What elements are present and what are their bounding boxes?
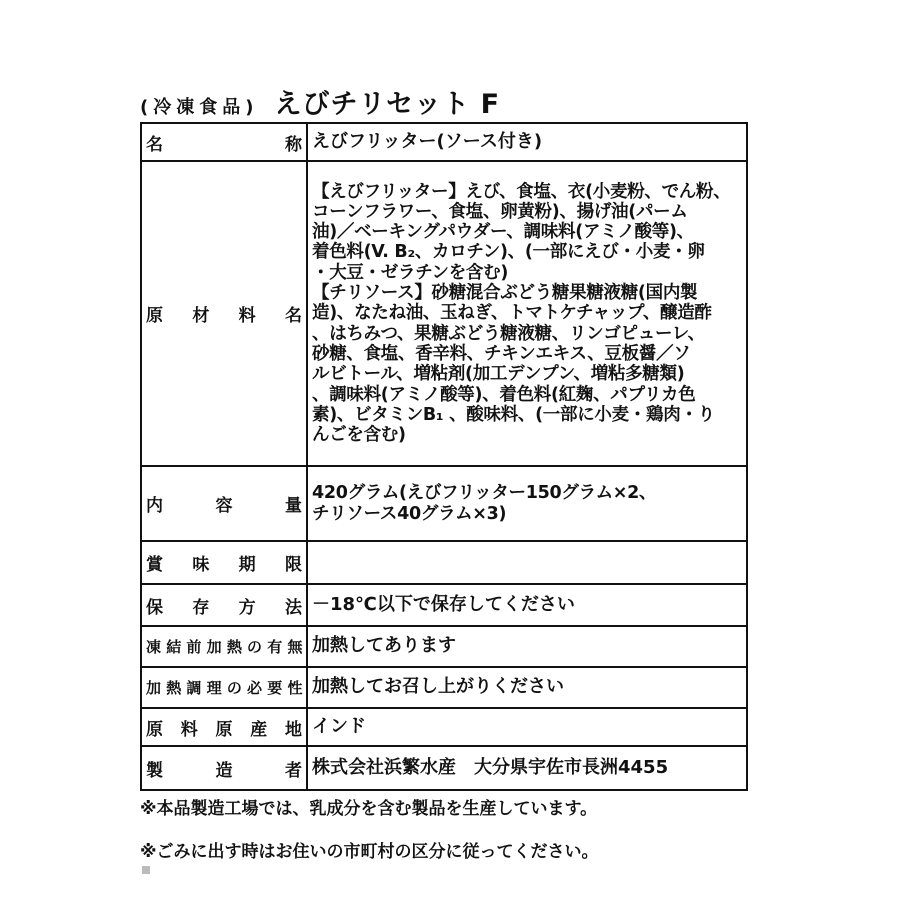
food-label-table (140, 122, 748, 791)
row-label: 名称 (141, 123, 307, 161)
row-value (307, 541, 747, 584)
row-label: 製造者 (141, 746, 307, 790)
row-label: 内容量 (141, 466, 307, 541)
food-category: (冷凍食品) (140, 97, 259, 118)
row-storage (141, 584, 747, 626)
row-value: 加熱してお召し上がりください (307, 667, 747, 708)
ingredients-value (307, 161, 747, 466)
row-cooking-required (141, 667, 747, 708)
ingredient-line: 造)、なたね油、玉ねぎ、トマトケチャップ、醸造酢 (312, 303, 712, 324)
row-label: 加熱調理の必要性 (141, 667, 307, 708)
product-name: えびチリセット F (274, 89, 501, 120)
row-best-before (141, 541, 747, 584)
ingredient-line: 砂糖、食塩、香辛料、チキンエキス、豆板醤／ソ (312, 343, 691, 364)
row-manufacturer (141, 746, 747, 790)
ingredient-line: んごを含む) (312, 425, 406, 446)
row-label: 凍結前加熱の有無 (141, 626, 307, 667)
contents-line: チリソース40グラム×3) (312, 503, 507, 524)
row-value: 加熱してあります (307, 626, 747, 667)
label-title (140, 82, 500, 121)
ingredient-line: ルビトール、増粘剤(加工デンプン、増粘多糖類) (312, 364, 685, 385)
ingredient-line: 【えびフリッター】えび、食塩、衣(小麦粉、でん粉、 (312, 181, 731, 202)
ingredient-line: ・大豆・ゼラチンを含む) (312, 262, 509, 283)
ingredient-line: 油)／ベーキングパウダー、調味料(アミノ酸等)、 (312, 222, 694, 243)
row-contents (141, 466, 747, 541)
allergen-note: ※本品製造工場では、乳成分を含む製品を生産しています。 (140, 799, 598, 819)
scan-speck (142, 866, 150, 874)
row-label: 原材料名 (141, 161, 307, 466)
ingredient-line: 、はちみつ、果糖ぶどう糖液糖、リンゴピューレ、 (312, 323, 705, 344)
contents-line: 420グラム(えびフリッター150グラム×2、 (312, 483, 657, 504)
ingredient-line: コーンフラワー、食塩、卵黄粉)、揚げ油(パーム (312, 201, 688, 222)
row-preheated (141, 626, 747, 667)
row-label: 保存方法 (141, 584, 307, 626)
ingredient-line: 素)、ビタミンB₁ 、酸味料、(一部に小麦・鶏肉・り (312, 404, 715, 425)
row-label: 賞味期限 (141, 541, 307, 584)
row-value: －18℃以下で保存してください (307, 584, 747, 626)
disposal-note: ※ごみに出す時はお住いの市町村の区分に従ってください。 (140, 842, 599, 862)
row-label: 原料原産地 (141, 708, 307, 746)
contents-value (307, 466, 747, 541)
ingredient-line: 、調味料(アミノ酸等)、着色料(紅麹、パプリカ色 (312, 384, 696, 405)
ingredient-line: 着色料(V. B₂、カロチン)、(一部にえび・小麦・卵 (312, 242, 705, 263)
row-value: えびフリッター(ソース付き) (307, 123, 747, 161)
ingredient-line: 【チリソース】砂糖混合ぶどう糖果糖液糖(国内製 (312, 283, 698, 304)
row-ingredients (141, 161, 747, 466)
row-value: 株式会社浜繁水産 大分県宇佐市長洲4455 (307, 746, 747, 790)
row-origin (141, 708, 747, 746)
row-value: インド (307, 708, 747, 746)
row-name (141, 123, 747, 161)
